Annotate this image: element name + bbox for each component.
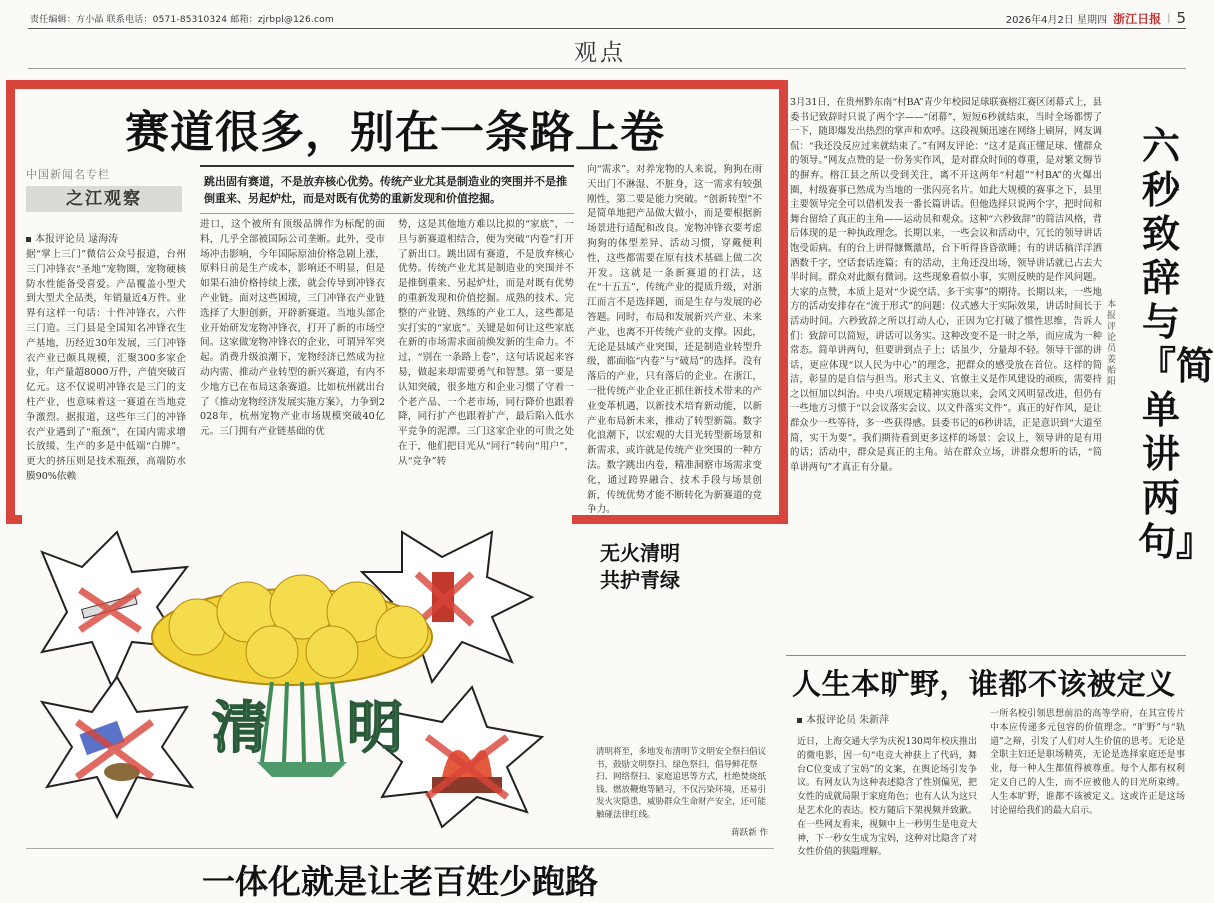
article2-headline: 人生本旷野，谁都不该被定义: [792, 667, 1176, 701]
illustration-title: [600, 540, 730, 594]
main-deck: 跳出固有赛道，不是放弃核心优势。传统产业尤其是制造业的突围并不是推倒重来、另起炉灶，而是对既有优势的重新发现和价值挖掘。: [200, 165, 574, 214]
word-qing: 清: [212, 696, 268, 761]
top-rule: [28, 28, 1186, 29]
article2-byline: [797, 711, 889, 726]
illustration-caption: 清明将至，多地发布清明节文明安全祭扫倡议书，鼓励文明祭扫、绿色祭扫，倡导鲜花祭扫、网络祭扫、家庭追思等方式，杜绝焚烧纸钱、燃放鞭炮等陋习，不仅污染环境，还易引发火灾隐患，威胁群众生命财产安全，还可能触碰法律红线。: [596, 747, 767, 820]
header-date: 2026年4月2日 星期四: [1005, 14, 1108, 26]
article2-rule: [786, 655, 1186, 656]
article2-column-2: 一所名校引领思想前沿的高等学府，在其宣传片中本应传递多元包容的价值理念。“旷野”与“轨道”之辩，引发了人们对人生价值的思考。无论是全职主妇还是职场精英，无论是选择家庭还是事业，每一种人生都值得被尊重。每个人都有权利定义自己的人生，而不应被他人的目光所束缚。人生本旷野，谁都不该被定义。这或许正是这场讨论留给我们的最大启示。: [990, 709, 1185, 816]
section-title: 观点: [574, 40, 626, 66]
main-column-4: 向“需求”。对养宠物的人来说，狗狗在雨天出门不淋湿、不脏身，这一需求有较强刚性，第二要是能力突破。“创新转型”不是简单地把产品做大做小，而是要根据新场景进行适配和改良。宠物冲锋衣要考虑狗狗的体型差异、活动习惯，穿戴便利性，这些都需要在原有技术基础上做二次开发。这就是一条新赛道的打法，这在“十五五”，传统产业的提质升级，对浙江而言不是选择题，而是生存与发展的必答题。同时，布局和发展新兴产业、未来产业，也离不开传统产业的支撑。因此，无论是县域产业突围，还是制造业转型升级，都面临“内卷”与“破局”的选择。没有落后的产业，只有落后的企业。在浙江，一批传统产业企业正抓住新技术带来的产业变革机遇，以新技术培育新动能，以新产业布局新未来，推动了转型新篇。数字化浪潮下，以宏观的大目光转型新场景和新需求，或许就是传统产业突围的一种方法。数字跳出内卷，精准洞察市场需求变化，通过跨界融合、技术手段与场景创新，传统优势才能不断转化为新赛道的竞争力。: [587, 164, 762, 516]
right-feature-byline: 本报评论员 姜贻阳: [1107, 300, 1117, 387]
header-divider: |: [1167, 12, 1171, 24]
main-byline-text: 本报评论员 逯海涛: [35, 234, 119, 245]
main-byline: [26, 230, 182, 245]
bullet-square-icon: [26, 237, 31, 242]
section-rule: [28, 68, 1186, 69]
main-column-2: 进口，这个被所有顶级品牌作为标配的面料，几乎全部被国际公司垄断。此外，受市场冲击影响，今年国际原油价格急剧上涨，原料日前是生产成本，影响还不明显，但是如果石油价格持续上涨，就会传导到冲锋衣产业链。面对这些困境，三门冲锋衣产业链选择了大胆创新，开辟新赛道。当地头部企业开始研发宠物冲锋衣，打开了新的市场空间。这家做宠物冲锋衣的企业，可谓异军突起。消费升级浪潮下，宠物经济已然成为拉动内需、推动产业转型的新兴赛道，有内不少地方已在布局这条赛道。比如杭州就出台了《推动宠物经济发展实施方案》，力争到2028年，杭州宠物产业市场规模突破40亿元。三门拥有产业链基础的优: [200, 219, 385, 438]
page-number: 5: [1176, 9, 1186, 27]
main-headline: 赛道很多，别在一条路上卷: [125, 107, 665, 158]
main-column-1: 据“掌上三门”微信公众号报道，台州三门冲锋衣“圣地”宠物圈，宠物硬核防水性能备受喜爱。产品覆盖小型犬到大型犬全品类，年销量近4万件。业界有这样一句话：十件冲锋衣，六件三门造。三门县是全国知名冲锋衣生产基地，历经近30年发展，三门冲锋衣产业已颇具规模，汇聚300多家企业，年产量超8000万件，产值突破百亿元。这不仅说明冲锋衣是三门的支柱产业，也意味着这一赛道在当地竞争激烈。据报道，这些年三门的冲锋衣产业遇到了“瓶颈”，在国内需求增长放缓、生产的多是中低端“白牌”。更大的挤压则是技术瓶颈，高端防水膜90%依赖: [26, 249, 186, 482]
article2-column-1: 近日，上海交通大学为庆祝130周年校庆推出的微电影，因一句“电竞大神获上了代码，舞台C位变成了宝妈”的文案，在舆论场引发争议。有网友认为这种表述隐含了性别偏见，把女性的成就局限于家庭角色；也有人认为这只是艺术化的表达。校方随后下架视频并致歉。在一些网友看来，视频中上一秒男生是电竞大神，下一秒女生成为宝妈，这种对比隐含了对女性价值的狭隘理解。: [797, 737, 978, 858]
word-ming: 明: [347, 696, 403, 761]
right-feature-title: 六秒致辞与『简单讲两句』: [1138, 124, 1214, 564]
newspaper-logo: 浙江日报: [1113, 11, 1162, 26]
bottom-rule: [26, 848, 774, 849]
main-column-3: 势，这是其他地方难以比拟的“家底”，一旦与新赛道相结合，便为突破“内卷”打开了新出口。跳出固有赛道，不是放弃核心优势。传统产业尤其是制造业的突围并不是推倒重来、另起炉灶，而是对既有优势的重新发现和价值挖掘。成熟的技术、完整的产业链、熟练的产业工人，这些都是实打实的“家底”。关键是如何让这些家底在新的市场需求面前焕发新的生命力。不过，“别在一条路上卷”，这句话说起来容易，做起来却需要勇气和智慧。第一要是认知突破，很多地方和企业习惯了守着一个老产品、一个老市场，同行降价也跟着降，同行扩产也跟着扩产，最后陷入低水平竞争的泥潭。三门这家企业的可贵之处在于，他们把目光从“同行”转向“用户”，从“竞争”转: [398, 219, 574, 467]
illustration-credit: 蒋跃新 作: [731, 828, 768, 838]
header-info: [1006, 9, 1186, 27]
column-name: 之江观察: [26, 186, 182, 212]
column-tag: 中国新闻名专栏: [26, 168, 110, 181]
header-contact: 责任编辑：方小晶 联系电话：0571-85310324 邮箱：zjrbpl@126.com: [30, 15, 334, 25]
qingming-illustration: [22, 512, 572, 832]
illustration-title-line1: 无火清明: [600, 541, 680, 565]
article2-byline-text: 本报评论员 朱新萍: [806, 715, 890, 726]
bullet-square-icon: [797, 718, 802, 723]
illustration-title-line2: 共护青绿: [600, 568, 680, 592]
right-feature-body: 3月31日，在贵州黔东南“村BA”青少年校园足球联赛榕江赛区闭幕式上，县委书记致辞时只说了两个字——“闭幕”，短短6秒就结束，当时全场都愣了一下，随即爆发出热烈的掌声和欢呼。这段视频迅速在网络上刷屏，网友调侃：“我还没反应过来就结束了。”有网友评论：“这才是真正懂足球、懂群众的领导。”网友点赞的是一份务实作风，是对群众时间的尊重，是对繁文缛节的摒弃。榕江县之所以受到关注，离不开这两年“村超”“村BA”的火爆出圈，村级赛事已然成为当地的一张闪亮名片。如此大规模的赛事之下，县里主要领导完全可以借机发表一番长篇讲话。但他选择只说两个字，把时间和舞台留给了真正的主角——运动员和观众。这种“六秒致辞”的简洁风格，背后体现的是一种执政理念。长期以来，一些会议和活动中，冗长的领导讲话饱受诟病。有的台上讲得慷慨激昂，台下听得昏昏欲睡；有的讲话稿洋洋洒洒数千字，空话套话连篇；有的活动，主角还没出场，领导讲话就已占去大半时间。群众对此颇有微词。这些现象看似小事，实则反映的是作风问题。大家的点赞，本质上是对“少说空话、多干实事”的期待。长期以来，一些地方的活动安排存在“流于形式”的问题：仪式感大于实际效果，讲话时间长于活动时间。六秒致辞之所以打动人心，正因为它打破了惯性思维，告诉人们：致辞可以简短，讲话可以务实。这种改变不是一时之举，而应成为一种常态。简单讲两句，但要讲到点子上；话虽少，分量却不轻。领导干部的讲话，更应体现“以人民为中心”的理念，把群众的感受放在首位。这样的简洁，彰显的是自信与担当。形式主义、官僚主义是作风建设的顽疾，需要持之以恒加以纠治。中央八项规定精神实施以来，会风文风明显改进，但仍有一些地方习惯于“以会议落实会议、以文件落实文件”。真正的好作风，是让群众少一些等待，多一些获得感。县委书记的6秒讲话，正是意识到“大道至简，实干为要”。我们期待看到更多这样的场景：会议上，领导讲的是有用的话；活动中，群众是真正的主角。站在群众立场，讲群众想听的话，“简单讲两句”才真正有分量。: [790, 97, 1102, 473]
bottom-headline: 一体化就是让老百姓少跑路: [202, 862, 598, 901]
column-sidebar: [26, 166, 182, 245]
